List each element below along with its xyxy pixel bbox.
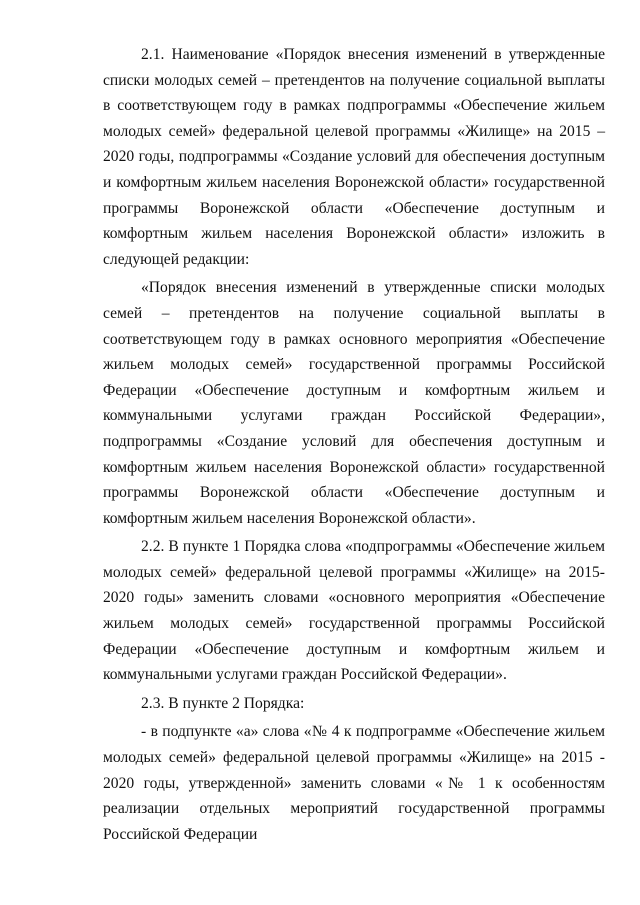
paragraph-2-3: 2.3. В пункте 2 Порядка: (141, 694, 305, 712)
paragraph-2-1: 2.1. Наименование «Порядок внесения изменений в утвержденные списки молодых семей – претендентов на получение социальной выплаты в соответствующем году в рамках подпрограммы «Обеспечение жильем молодых семей» федеральной целевой программы «Жилище» на 2015 – 2020 годы, подпрограммы «Создание условий для обеспечения доступным и комфортным жильем населения Воронежской области» государственной программы Воронежской области «Обеспечение доступным и комфортным жильем населения Воронежской области» изложить в следующей редакции: (103, 46, 605, 268)
paragraph-new-title: «Порядок внесения изменений в утвержденные списки молодых семей – претендентов на получение социальной выплаты в соответствующем году в рамках основного мероприятия «Обеспечение жильем молодых семей» государственной программы Российской Федерации «Обеспечение доступным и комфортным жильем и коммунальными услугами граждан Российской Федерации», подпрограммы «Создание условий для обеспечения доступным и комфортным жильем населения Воронежской области» государственной программы Воронежской области «Обеспечение доступным и комфортным жильем населения Воронежской области». (103, 279, 605, 527)
paragraph-subitem-a: - в подпункте «а» слова «№ 4 к подпрограмме «Обеспечение жильем молодых семей» федеральной целевой программы «Жилище» на 2015 - 2020 годы, утвержденной» заменить словами «№ 1 к особенностям реализации отдельных мероприятий государственной программы Российской Федерации (103, 723, 605, 843)
document-page (103, 42, 605, 847)
paragraph-2-2: 2.2. В пункте 1 Порядка слова «подпрограммы «Обеспечение жильем молодых семей» федеральной целевой программы «Жилище» на 2015-2020 годы» заменить словами «основного мероприятия «Обеспечение жильем молодых семей» государственной программы Российской Федерации «Обеспечение доступным и комфортным жильем и коммунальными услугами граждан Российской Федерации». (103, 538, 605, 684)
